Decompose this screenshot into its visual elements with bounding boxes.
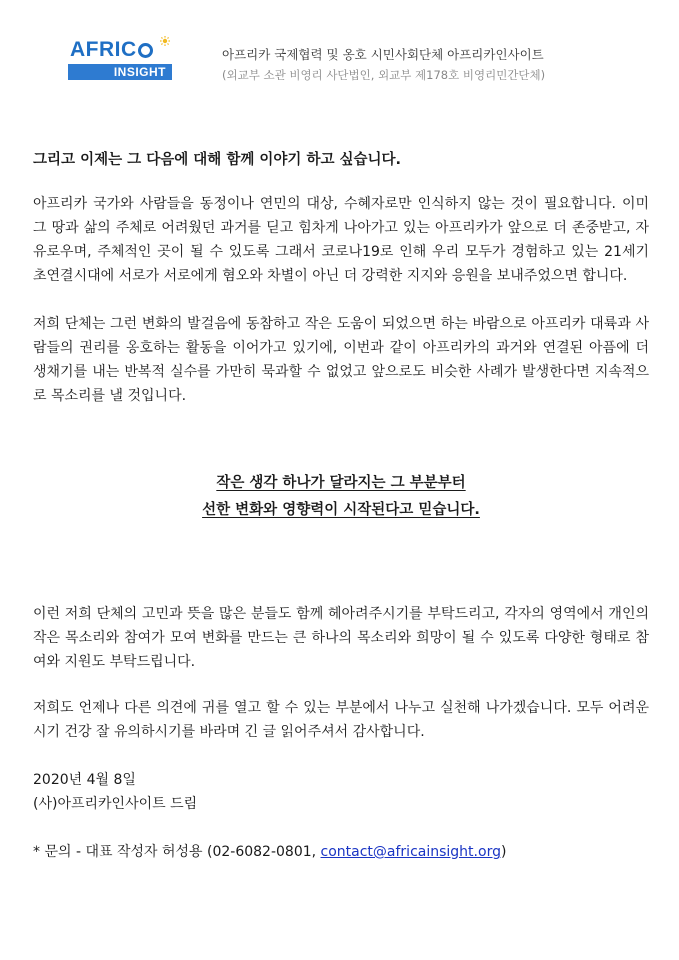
logo-insight-text: INSIGHT	[113, 65, 166, 79]
letter-body	[33, 148, 649, 864]
highlight-quote	[33, 470, 649, 524]
paragraph-3: 이런 저희 단체의 고민과 뜻을 많은 분들도 함께 헤아려주시기를 부탁드리고, 각자의 영역에서 개인의 작은 목소리와 참여가 모여 변화를 만드는 큰 하나의 목소리와 희망이 될 수 있도록 다양한 형태로 참여와 지원도 부탁드립니다.	[33, 606, 649, 670]
quote-line-2: 선한 변화와 영향력이 시작된다고 믿습니다.	[202, 502, 480, 518]
paragraph-2: 저희 단체는 그런 변화의 발걸음에 동참하고 작은 도움이 되었으면 하는 바람으로 아프리카 대륙과 사람들의 권리를 옹호하는 활동을 이어가고 있기에, 이번과 같이 아프리카의 과거와 연결된 아픔에 더 생채기를 내는 반복적 실수를 가만히 묵과할 수 없었고 앞으로도 비슷한 사례가 발생한다면 지속적으로 목소리를 낼 것입니다.	[33, 316, 649, 404]
contact-close-paren: )	[500, 844, 507, 860]
contact-text: * 문의 - 대표 작성자 허성용 (02-6082-0801,	[33, 844, 321, 860]
paragraph-1: 아프리카 국가와 사람들을 동정이나 연민의 대상, 수혜자로만 인식하지 않는 것이 필요합니다. 이미 그 땅과 삶의 주체로 어려웠던 과거를 딛고 힘차게 나아가고 있는 아프리카가 앞으로 더 존중받고, 자유로우며, 주체적인 곳이 될 수 있도록 그래서 코로나19로 인해 우리 모두가 경험하고 있는 21세기 초연결시대에 서로가 서로에게 혐오와 차별이 아닌 더 강력한 지지와 응원을 보내주었으면 합니다.	[33, 196, 649, 284]
letter-signature: (사)아프리카인사이트 드림	[33, 796, 198, 812]
sun-icon	[160, 36, 170, 46]
letterhead	[68, 36, 648, 84]
contact-email-link[interactable]: contact@africainsight.org	[320, 844, 501, 860]
logo-wordmark: AFRIC	[70, 38, 153, 62]
org-registration: (외교부 소관 비영리 사단법인, 외교부 제178호 비영리민간단체)	[222, 68, 546, 82]
magnifier-o-icon	[138, 43, 153, 58]
paragraph-4: 저희도 언제나 다른 의견에 귀를 열고 할 수 있는 부분에서 나누고 실천해 나가겠습니다. 모두 어려운 시기 건강 잘 유의하시기를 바라며 긴 글 읽어주셔서 감사합니다.	[33, 700, 649, 740]
quote-line-1: 작은 생각 하나가 달라지는 그 부분부터	[216, 475, 466, 491]
org-name: 아프리카 국제협력 및 옹호 시민사회단체 아프리카인사이트	[222, 47, 544, 62]
section-heading: 그리고 이제는 그 다음에 대해 함께 이야기 하고 싶습니다.	[33, 152, 402, 168]
africa-insight-logo	[68, 36, 172, 84]
logo-insight-bar	[68, 64, 172, 80]
letter-date: 2020년 4월 8일	[33, 772, 136, 788]
contact-line	[33, 840, 649, 864]
